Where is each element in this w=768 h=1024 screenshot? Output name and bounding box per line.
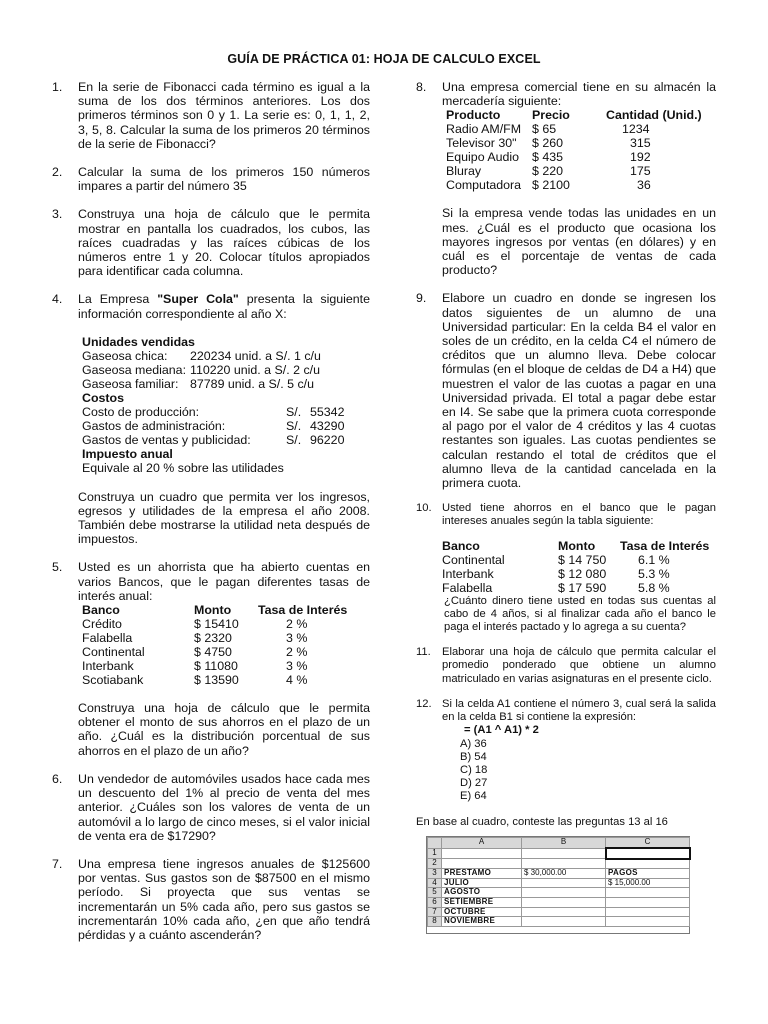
question-text: La Empresa "Super Cola" presenta la siguiente información correspondiente al año X: (78, 292, 370, 321)
right-column (416, 80, 716, 829)
question-number: 2. (52, 165, 63, 180)
question-1 (52, 80, 370, 151)
question-closing: ¿Cuánto dinero tiene usted en todas sus cuentas al cabo de 4 años, si al finalizar cada año el banco le paga el interés pactado y lo agrega a su cuenta? (444, 594, 716, 634)
products-row: Radio AM/FM $ 65 1234 (446, 122, 650, 137)
units-table (82, 349, 321, 391)
q13-intro: En base al cuadro, conteste las preguntas 13 al 16 (416, 815, 668, 828)
question-text: Una empresa comercial tiene en su almacén la mercadería siguiente: (442, 80, 716, 109)
question-number: 10. (416, 502, 432, 515)
question-text: En la serie de Fibonacci cada término es igual a la suma de los dos términos anteriores. Los dos primeros términos son 0 y 1. La serie es: 0, 1, 1, 2, 3, 5, 8. Calcular la suma de los primeros 20 términos de la serie de Fibonacci? (78, 80, 370, 151)
banks-row: Crédito $ 15410 2 % (82, 617, 308, 632)
question-closing: Construya una hoja de cálculo que le permita obtener el monto de sus ahorros en el plazo de un año. ¿Cuál es la distribución porcentual de sus ahorros en el plazo de un año? (78, 701, 370, 758)
savings-row: Continental $ 14 750 6.1 % (442, 552, 670, 567)
column-header: C (606, 838, 690, 849)
left-column (52, 80, 370, 942)
question-4 (52, 292, 370, 546)
option-item: C) 18 (460, 763, 488, 776)
option-item: B) 54 (460, 750, 487, 763)
question-number: 6. (52, 771, 63, 786)
banks-row: Falabella $ 2320 3 % (82, 631, 308, 646)
formula-expression: = (A1 ^ A1) * 2 (464, 724, 539, 737)
question-text: Un vendedor de automóviles usados hace cada mes un descuento del 1% al precio de venta del mes anterior. ¿Cuáles son los valores de venta de un automóvil a lo largo de cinco meses, si el valor inicial de venta era de $17290? (78, 771, 370, 843)
question-12 (416, 698, 716, 804)
question-closing: Si la empresa vende todas las unidades en un mes. ¿Cuál es el producto que ocasiona los mayores ingresos por ventas (en dólares) y en cuál es el porcentaje de ventas de cada producto? (442, 206, 716, 278)
question-text: Usted es un ahorrista que ha abierto cuentas en varios Bancos, que le pagan diferentes tasas de interés anual: (78, 560, 370, 603)
question-2 (52, 165, 370, 193)
costs-row: Costo de producción: S/. 55342 (82, 405, 345, 420)
savings-row: Interbank $ 12 080 5.3 % (442, 566, 670, 581)
costs-row: Gastos de administración: S/. 43290 (82, 419, 345, 434)
savings-table (442, 539, 709, 595)
products-header: Producto Precio Cantidad (Unid.) (446, 108, 702, 123)
question-number: 3. (52, 207, 63, 222)
banks-row: Scotiabank $ 13590 4 % (82, 673, 308, 688)
sheet-row: 4 JULIO $ 15,000.00 (428, 878, 690, 888)
question-text: Si la celda A1 contiene el número 3, cual será la salida en la celda B1 si contiene la expresión: (442, 697, 716, 724)
banks-header: Banco Monto Tasa de Interés (82, 603, 348, 618)
question-5 (52, 560, 370, 757)
banks-row: Continental $ 4750 2 % (82, 645, 308, 660)
question-number: 1. (52, 80, 63, 94)
question-number: 5. (52, 560, 63, 575)
question-7 (52, 857, 370, 942)
option-item: D) 27 (460, 777, 488, 790)
question-10 (416, 502, 716, 634)
question-6 (52, 772, 370, 843)
column-header-row (428, 838, 690, 849)
question-text: Calcular la suma de los primeros 150 números impares a partir del número 35 (78, 165, 370, 194)
tax-text: Equivale al 20 % sobre las utilidades (82, 461, 284, 476)
question-number: 4. (52, 292, 63, 307)
costs-table (82, 405, 344, 447)
question-text: Construya una hoja de cálculo que le permita mostrar en pantalla los cuadrados, los cubos, las raíces cuadradas y las raíces cúbicas de los números entre 1 y 20. Colocar títulos apropiados para identificar cada columna. (78, 207, 370, 279)
question-text: Elabore un cuadro en donde se ingresen los datos siguientes de un alumno de una Universidad particular: En la celda B4 el valor en soles de un crédito, en la celda C4 el número de créditos que un alumno lleva. Debe colocar fórmulas (en el bloque de celdas de D4 a H4) que muestren el valor de las cuotas a pagar en una Universidad privada. El total a pagar debe estar en I4. Se sabe que la primera cuota corresponde al pago por el valor de 4 créditos y las 4 cuotas restantes son iguales. Las cuotas pendientes se calculan restando el total de créditos que el alumno lleva de la cantidad cancelada en la primera cuota. (442, 291, 716, 491)
sheet-row: 6 SETIEMBRE (428, 897, 690, 907)
products-row: Televisor 30" $ 260 315 (446, 136, 651, 151)
sheet-row: 5 AGOSTO (428, 888, 690, 898)
question-11 (416, 646, 716, 686)
banks-row: Interbank $ 11080 3 % (82, 659, 308, 674)
sheet-row: 1 (428, 848, 690, 859)
question-3 (52, 207, 370, 278)
column-header: B (522, 838, 606, 849)
sheet-row: 3 PRESTAMO $ 30,000.00 PAGOS (428, 869, 690, 879)
question-text: Usted tiene ahorros en el banco que le pagan intereses anuales según la tabla siguiente: (442, 502, 716, 528)
spreadsheet-figure (426, 836, 690, 934)
units-row: Gaseosa chica: 220234 unid. a S/. 1 c/u (82, 349, 321, 364)
sheet-row: 2 (428, 859, 690, 869)
costs-title: Costos (82, 391, 124, 406)
tax-title: Impuesto anual (82, 447, 173, 462)
option-item: A) 36 (460, 737, 487, 750)
question-number: 8. (416, 80, 427, 94)
question-9 (416, 291, 716, 490)
option-item: E) 64 (460, 790, 487, 803)
question-text: Una empresa tiene ingresos anuales de $125600 por ventas. Sus gastos son de $87500 en el mismo período. Si proyecta que sus ventas se incrementarán un 5% cada año, pero sus gastos se incrementarán 10% cada año, ¿en que año tendrá pérdidas y a cuánto ascenderán? (78, 856, 370, 942)
units-row: Gaseosa mediana: 110220 unid. a S/. 2 c/u (82, 363, 320, 378)
products-row: Bluray $ 220 175 (446, 164, 651, 179)
selected-cell (606, 848, 690, 859)
products-row: Computadora $ 2100 36 (446, 178, 651, 193)
banks-table (82, 603, 347, 687)
question-number: 9. (416, 291, 427, 306)
products-row: Equipo Audio $ 435 192 (446, 150, 651, 165)
page-title: GUÍA DE PRÁCTICA 01: HOJA DE CALCULO EXCEL (227, 52, 541, 66)
column-header: A (442, 838, 522, 849)
units-title: Unidades vendidas (82, 334, 195, 349)
corner-cell (428, 838, 442, 849)
products-table (446, 108, 702, 192)
sheet-row: 7 OCTUBRE (428, 907, 690, 917)
sheet-row: 8 NOVIEMBRE (428, 917, 690, 927)
question-number: 7. (52, 856, 63, 871)
options-list (460, 738, 716, 804)
question-closing: Construya un cuadro que permita ver los ingresos, egresos y utilidades de la empresa el año 2008. También debe mostrarse la utilidad neta después de impuestos. (78, 489, 370, 547)
costs-row: Gastos de ventas y publicidad: S/. 96220 (82, 433, 345, 448)
question-text: Elaborar una hoja de cálculo que permita calcular el promedio ponderado que obtiene un alumno matriculado en varias asignaturas en el presente ciclo. (442, 646, 716, 685)
savings-row: Falabella $ 17 590 5.8 % (442, 580, 670, 595)
savings-header: Banco Monto Tasa de Interés (442, 538, 710, 553)
question-number: 12. (416, 697, 432, 710)
question-number: 11. (416, 646, 431, 659)
units-row: Gaseosa familiar: 87789 unid. a S/. 5 c/u (82, 377, 314, 392)
question-8 (416, 80, 716, 277)
